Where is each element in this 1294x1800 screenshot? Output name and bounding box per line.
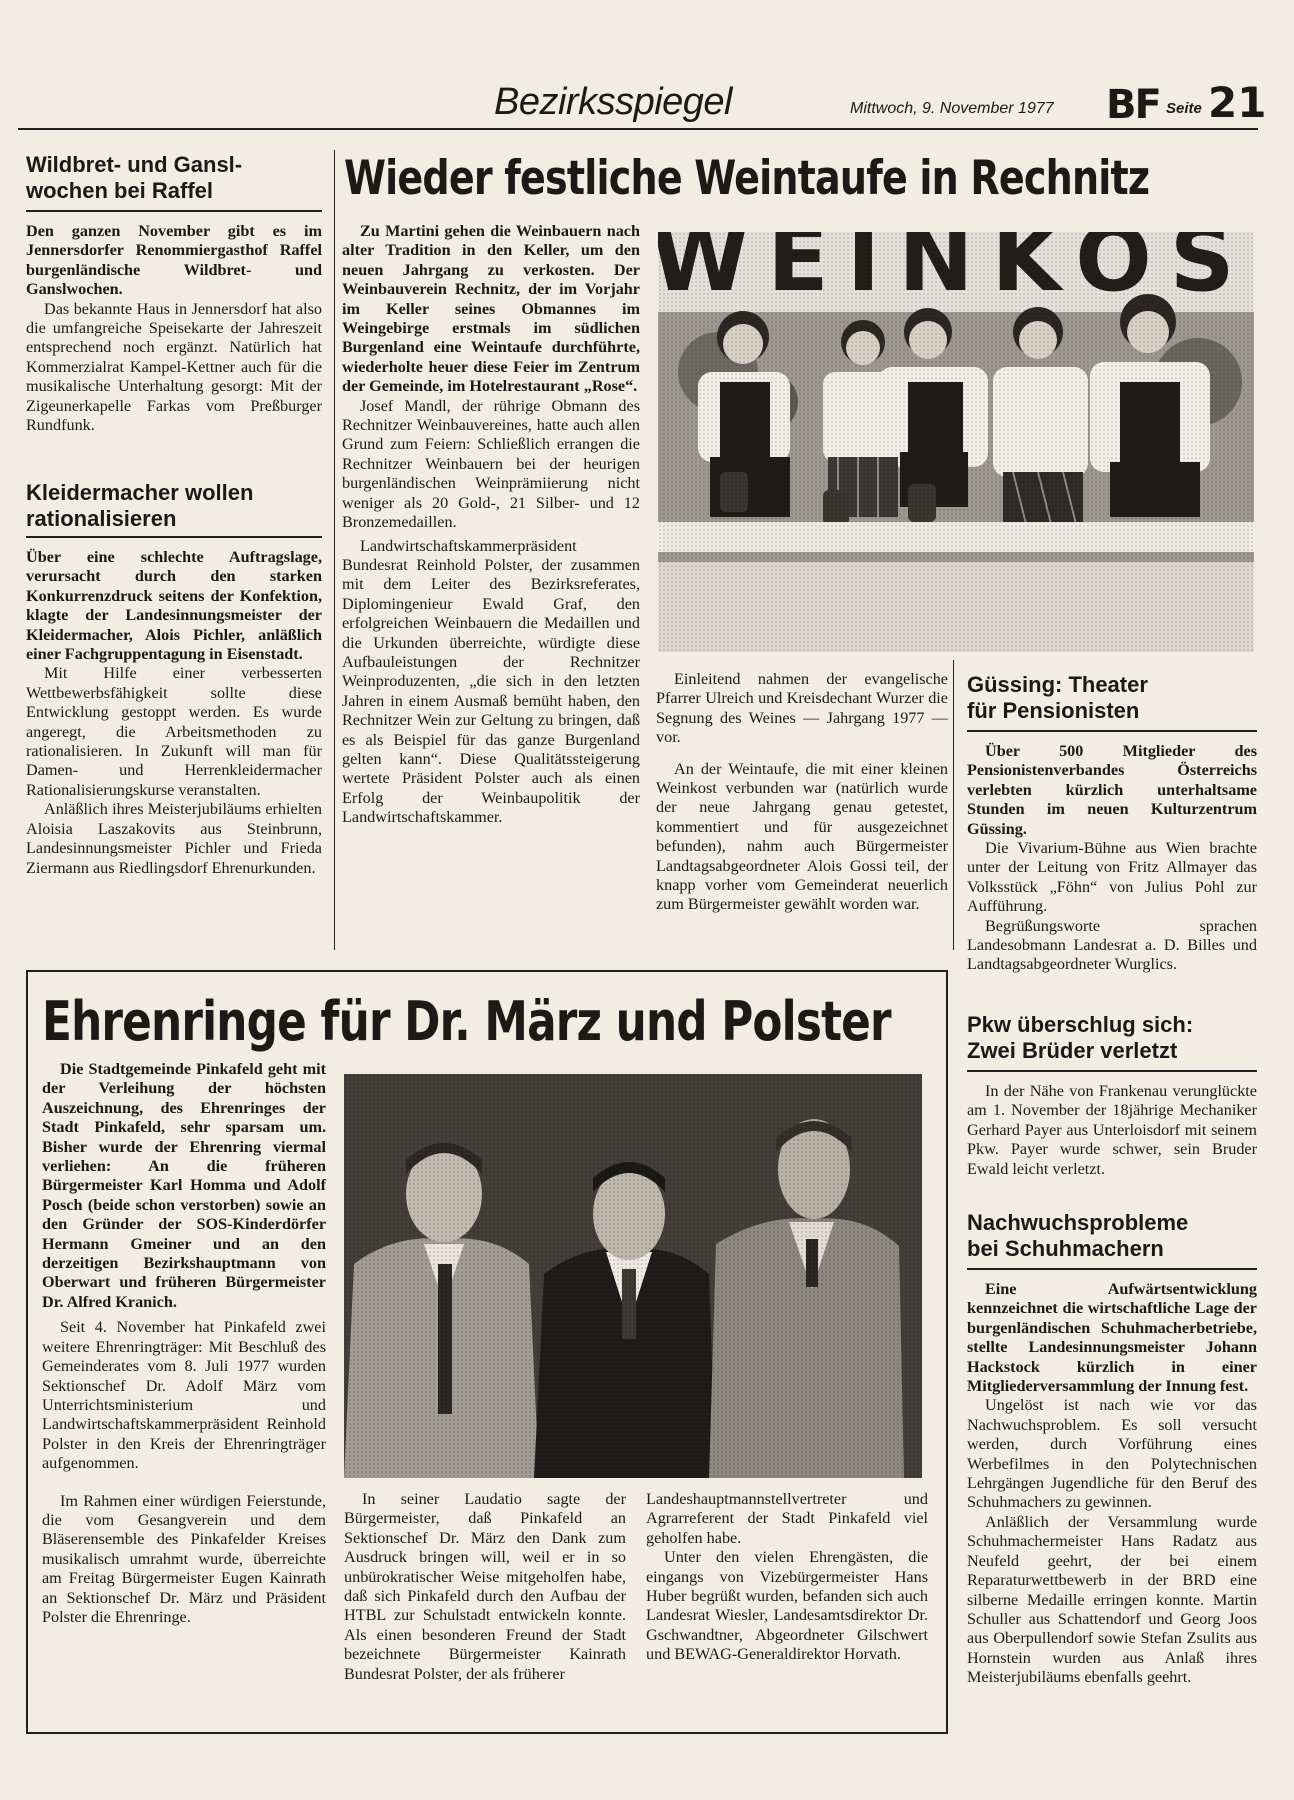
- masthead-rule: [18, 128, 1258, 130]
- article-wildbret-lead: Den ganzen November gibt es im Jennersdorfer Renommiergasthof Raffel burgenländische Wildbret- und Ganslwochen.: [26, 222, 322, 299]
- article-kleidermacher-paragraph: Anläßlich ihres Meisterjubiläums erhielten Aloisia Laszakovits aus Steinbrunn, Landesinnungsmeister Pichler und Frieda Ziermann aus Riedlingsdorf Ehrenurkunden.: [26, 800, 322, 877]
- article-guessing-title: Güssing: Theater für Pensionisten: [967, 672, 1148, 723]
- article-kleidermacher-lead: Über eine schlechte Auftragslage, verursacht durch den starken Konkurrenzdruck seitens der Konfektion, klagte der Landesinnungsmeister der Kleidermacher, Alois Pichler, anläßlich einer Fachgruppentagung in Eisenstadt.: [26, 548, 322, 664]
- divider: [26, 210, 322, 212]
- section-name: Bezirksspiegel: [494, 81, 732, 123]
- article-weintaufe-paragraph: Landwirtschaftskammerpräsident Bundesrat Reinhold Polster, der zusammen mit dem Leiter des Bezirksreferates, Diplomingenieur Ewald Graf, den erfolgreichen Weinbauern die Medaillen und die Urkunden überreichte, würdigte diese Aufbauleistungen der Rechnitzer Weinproduzenten, „die sich in den letzten Jahren in einem Ausmaß bemüht haben, den Rechnitzer Wein zur Geltung zu bringen, daß es als Beispiel für das ganze Burgenland gelten kann“. Diese Qualitätssteigerung wertete Präsident Polster auch als einen Erfolg der Weinbaupolitik der Landwirtschaftskammer.: [342, 536, 640, 827]
- publication-logo: BF: [1106, 82, 1160, 128]
- article-ehrenringe-paragraph: Seit 4. November hat Pinkafeld zwei weitere Ehrenringträger: Mit Beschluß des Gemeinderates vom 8. Juli 1977 wurden Sektionschef Dr. Adolf März vom Unterrichtsministerium und Landwirtschaftskammerpräsident Reinhold Polster in den Kreis der Ehrenringträger aufgenommen.: [42, 1318, 326, 1473]
- article-weintaufe-paragraph: Einleitend nahmen der evangelische Pfarrer Ulreich und Kreisdechant Wurzer die Segnung des Weines — Jahrgang 1977 — vor.: [656, 670, 948, 747]
- divider: [967, 730, 1257, 732]
- divider: [967, 1070, 1257, 1072]
- column-rule: [953, 660, 954, 950]
- article-ehrenringe-paragraph: Landeshauptmannstellvertreter und Agrarreferent der Stadt Pinkafeld viel geholfen habe.: [646, 1490, 928, 1547]
- page-number: 21: [1208, 78, 1267, 127]
- article-kleidermacher-title: Kleidermacher wollen rationalisieren: [26, 480, 254, 531]
- divider: [26, 536, 322, 538]
- ehrenringe-photo: [344, 1074, 922, 1478]
- article-pkw-paragraph: In der Nähe von Frankenau verunglückte am 1. November der 18jährige Mechaniker Gerhard Payer aus Unterloisdorf mit seinem Pkw. Payer wurde schwer, sein Bruder Ewald leicht verletzt.: [967, 1082, 1257, 1178]
- article-pkw-body: [967, 1082, 1257, 1179]
- article-schuhmacher-body: [967, 1280, 1257, 1688]
- article-weintaufe-paragraph: Josef Mandl, der rührige Obmann des Rechnitzer Weinbauvereines, hatte auch allen Grund zum Feiern: Schließlich errangen die Rechnitzer Weinbauern bei der heurigen burgenländischen Weinprämiierung nicht weniger als 20 Gold-, 21 Silber- und 12 Bronzemedaillen.: [342, 396, 640, 532]
- article-weintaufe-lead: Zu Martini gehen die Weinbauern nach alter Tradition in den Keller, um den neuen Jahrgang zu verkosten. Der Weinbauverein Rechnitz, der im Vorjahr im Keller seines Obmannes im Weingebirge erstmals im südlichen Burgenland eine Weintaufe durchführte, wiederholte heuer diese Feier im Zentrum der Gemeinde, im Hotelrestaurant „Rose“.: [342, 222, 640, 396]
- article-kleidermacher-paragraph: Mit Hilfe einer verbesserten Wettbewerbsfähigkeit sollte diese Entwicklung gestoppt werden. Es wurde angeregt, die Arbeitsmethoden zu rationalisieren. In Zukunft will man für Damen- und Herrenkleidermacher Rationalisierungskurse veranstalten.: [26, 664, 322, 799]
- article-schuhmacher-paragraph: Ungelöst ist nach wie vor das Nachwuchsproblem. Es soll versucht werden, durch Vorführung eines Werbefilmes in den Polytechnischen Lehrgängen Jugendliche für den Beruf des Schuhmachers zu gewinnen.: [967, 1396, 1257, 1512]
- article-ehrenringe-paragraph: Im Rahmen einer würdigen Feierstunde, die vom Gesangverein und dem Bläserensemble des Pinkafelder Kreises musikalisch umrahmt wurde, überreichte am Freitag Bürgermeister Eugen Kainrath an Sektionschef Dr. März und Präsident Polster die Ehrenringe.: [42, 1491, 326, 1626]
- article-ehrenringe-headline: Ehrenringe für Dr. März und Polster: [42, 990, 891, 1053]
- article-ehrenringe-body-continued: [344, 1490, 626, 1684]
- article-ehrenringe-paragraph: In seiner Laudatio sagte der Bürgermeister, daß Pinkafeld an Sektionschef Dr. März den Dank zum Ausdruck bringen will, weil er in so unbürokratischer Weise mitgeholfen habe, daß sich Pinkafeld durch den Aufbau der HTBL zur Schulstadt entwickeln konnte. Als einen besonderen Freund der Stadt bezeichnete Bürgermeister Kainrath Bundesrat Polster, der als früherer: [344, 1490, 626, 1683]
- article-weintaufe-paragraph: An der Weintaufe, die mit einer kleinen Weinkost verbunden war (natürlich wurde der neue Jahrgang genau getestet, kommentiert und für ausgezeichnet befunden), nahm auch Bürgermeister Landtagsabgeordneter Alois Gossi teil, der knapp vorher vom Gemeinderat neuerlich zum Bürgermeister gewählt worden war.: [656, 759, 948, 914]
- article-kleidermacher-body: [26, 548, 322, 878]
- article-guessing-body: [967, 742, 1257, 975]
- article-guessing-lead: Über 500 Mitglieder des Pensionistenverbandes Österreichs verlebten kürzlich unterhaltsame Stunden im neuen Kulturzentrum Güssing.: [967, 742, 1257, 838]
- article-wildbret-body: [26, 222, 322, 435]
- column-rule: [334, 150, 335, 950]
- article-ehrenringe-body-continued-2: [646, 1490, 928, 1665]
- article-schuhmacher-paragraph: Anläßlich der Versammlung wurde Schuhmachermeister Hans Radatz aus Neufeld geehrt, der bei einem Reparaturwettbewerb in der BRD eine silberne Medaille erringen konnte. Martin Schuller aus Schattendorf und Georg Joos aus Oberpullendorf sowie Stefan Zsulits aus Hornstein wurden aus Anlaß ihres Meisterjubiläums ebenfalls geehrt.: [967, 1512, 1257, 1687]
- article-ehrenringe-body: [42, 1060, 326, 1627]
- article-guessing-paragraph: Begrüßungsworte sprachen Landesobmann Landesrat a. D. Billes und Landtagsabgeordneter Wurglics.: [967, 916, 1257, 974]
- article-wildbret-paragraph: Das bekannte Haus in Jennersdorf hat also die umfangreiche Speisekarte der Jahreszeit entsprechend noch ergänzt. Natürlich hat Kommerzialrat Kampel-Kettner auch für die musikalische Unterhaltung gesorgt: Mit der Zigeunerkapelle Farkas vom Preßburger Rundfunk.: [26, 299, 322, 435]
- article-ehrenringe-paragraph: Unter den vielen Ehrengästen, die eingangs von Vizebürgermeister Hans Huber begrüßt wurden, befanden sich auch Landesrat Wiesler, Landesamtsdirektor Dr. Gschwandtner, Abgeordneter Gilschwert und BEWAG-Generaldirektor Horvath.: [646, 1548, 928, 1664]
- article-schuhmacher-title: Nachwuchsprobleme bei Schuhmachern: [967, 1210, 1189, 1261]
- article-weintaufe-body-continued: [656, 670, 948, 915]
- article-weintaufe-headline: Wieder festliche Weintaufe in Rechnitz: [344, 151, 1150, 206]
- article-guessing-paragraph: Die Vivarium-Bühne aus Wien brachte unter der Leitung von Fritz Allmayer das Volksstück „Föhn“ von Julius Pohl zur Aufführung.: [967, 839, 1257, 916]
- article-schuhmacher-lead: Eine Aufwärtsentwicklung kennzeichnet die wirtschaftliche Lage der burgenländischen Schuhmacherbetriebe, stellte Landesinnungsmeister Johann Hackstock kürzlich in einer Mitgliederversammlung der Innung fest.: [967, 1280, 1257, 1396]
- article-weintaufe-body: [342, 222, 640, 828]
- issue-date: Mittwoch, 9. November 1977: [850, 100, 1054, 117]
- weintaufe-photo: [658, 232, 1254, 652]
- article-pkw-title: Pkw überschlug sich: Zwei Brüder verletzt: [967, 1012, 1194, 1063]
- article-wildbret-title: Wildbret- und Gansl- wochen bei Raffel: [26, 152, 243, 203]
- article-ehrenringe-lead: Die Stadtgemeinde Pinkafeld geht mit der Verleihung der höchsten Auszeichnung, des Ehrenringes der Stadt Pinkafeld, sehr sparsam um. Bisher wurde der Ehrenring viermal verliehen: An die früheren Bürgermeister Karl Homma und Adolf Posch (beide schon verstorben) sowie an den Gründer der SOS-Kinderdörfer Hermann Gmeiner und an den derzeitigen Bezirkshauptmann von Oberwart und früheren Bürgermeister Dr. Alfred Kranich.: [42, 1060, 326, 1311]
- divider: [967, 1268, 1257, 1270]
- page-label: Seite: [1166, 100, 1202, 117]
